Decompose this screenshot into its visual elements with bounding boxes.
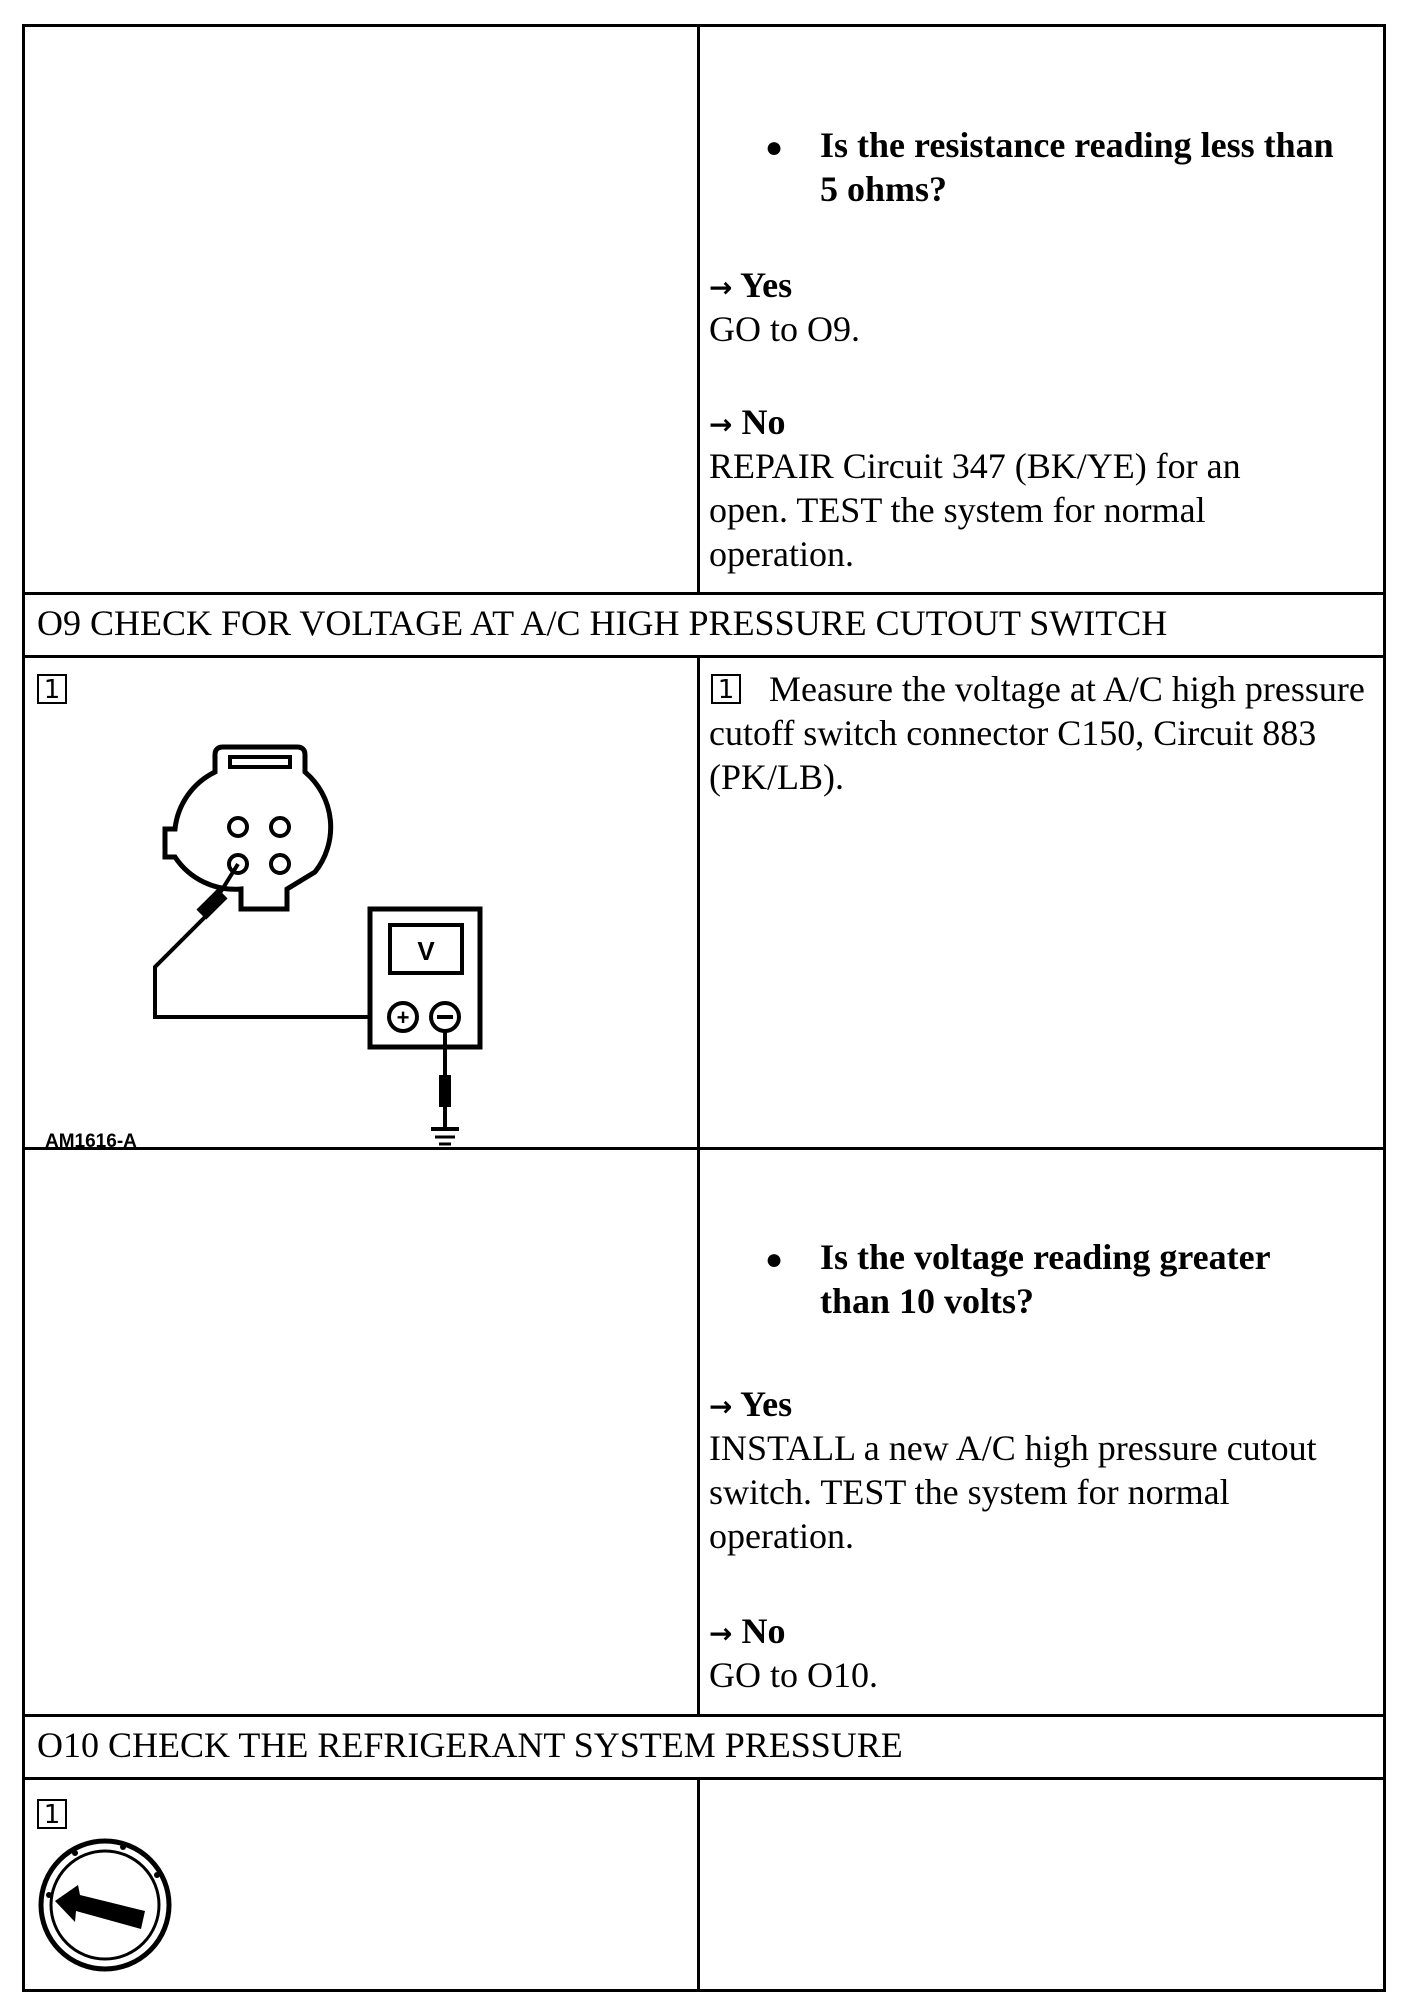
bullet-icon: ● — [765, 1243, 784, 1276]
no-branch-label — [709, 1609, 785, 1656]
right-arrow-icon: → — [709, 1617, 733, 1650]
connector-pin — [229, 818, 247, 836]
probe-tip — [196, 888, 227, 919]
no-branch-label — [709, 400, 785, 447]
yes-action: GO to O9. — [709, 309, 860, 349]
resistance-question: Is the resistance reading less than 5 ohms? — [820, 125, 1334, 209]
right-arrow-icon: → — [709, 1390, 733, 1423]
bullet-icon: ● — [765, 131, 784, 164]
no-label: No — [741, 402, 786, 442]
row-divider — [25, 1777, 1383, 1780]
step-number-box: 1 — [37, 1799, 67, 1829]
row-divider — [25, 592, 1383, 595]
plus-sign-icon: + — [396, 1005, 410, 1030]
step-instruction: Measure the voltage at A/C high pressure cutoff switch connector C150, Circuit 883 (PK/LB). — [709, 669, 1365, 797]
step-number-box: 1 — [711, 674, 741, 704]
yes-branch-label — [709, 263, 792, 310]
row-divider — [25, 655, 1383, 658]
right-arrow-icon: → — [709, 408, 733, 441]
step-o9-header: O9 CHECK FOR VOLTAGE AT A/C HIGH PRESSURE CUTOUT SWITCH — [37, 603, 1168, 643]
column-divider — [697, 655, 700, 1714]
connector-diagram — [25, 667, 694, 1147]
yes-branch-label — [709, 1382, 792, 1429]
column-divider — [697, 1777, 700, 1989]
no-action: GO to O10. — [709, 1655, 878, 1695]
right-arrow-icon: → — [709, 271, 733, 304]
connector-pin — [271, 818, 289, 836]
no-label: No — [741, 1611, 786, 1651]
no-action: REPAIR Circuit 347 (BK/YE) for an open. TEST the system for normal operation. — [709, 446, 1241, 574]
connector-latch — [230, 757, 290, 767]
figure-code: AM1616-A — [45, 1131, 137, 1147]
ignition-switch-icon — [33, 1833, 183, 1983]
row-divider — [25, 1147, 1383, 1150]
meter-label: V — [417, 936, 435, 966]
yes-action: INSTALL a new A/C high pressure cutout switch. TEST the system for normal operation. — [709, 1428, 1317, 1556]
connector-pin — [271, 855, 289, 873]
row-divider — [25, 1714, 1383, 1717]
yes-label: Yes — [740, 265, 793, 305]
column-divider — [697, 27, 700, 592]
step-number-box: 1 — [37, 674, 67, 704]
procedure-table — [22, 24, 1386, 1992]
voltage-question: Is the voltage reading greater than 10 volts? — [820, 1237, 1270, 1321]
step-o10-header: O10 CHECK THE REFRIGERANT SYSTEM PRESSURE — [37, 1725, 903, 1765]
yes-label: Yes — [740, 1384, 793, 1424]
ground-probe — [439, 1075, 451, 1107]
